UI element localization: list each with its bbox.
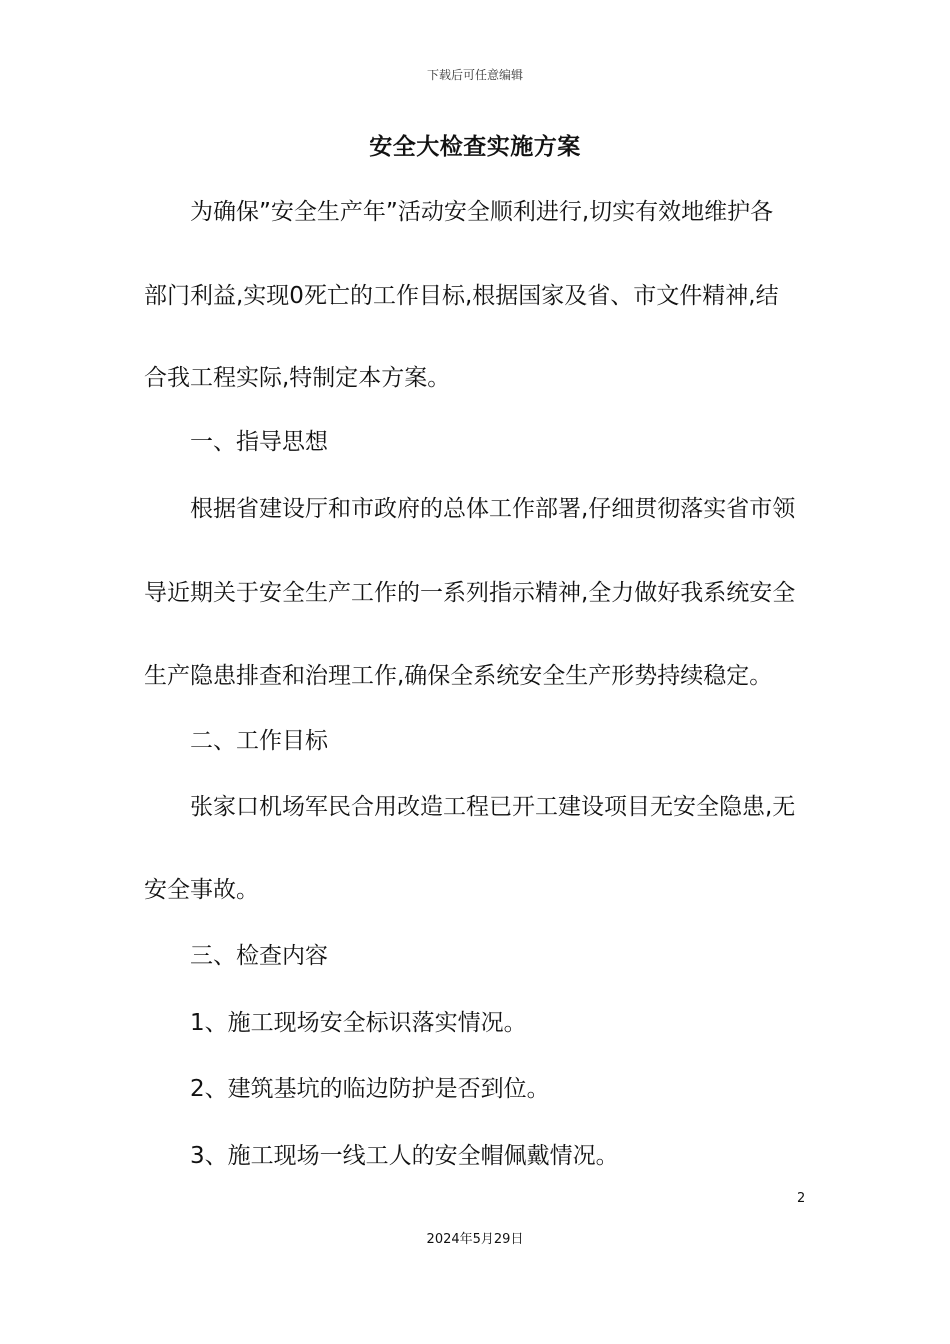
paragraph-line: 部门利益,实现0死亡的工作目标,根据国家及省、市文件精神,结 bbox=[144, 283, 779, 309]
footer-date: 2024年5月29日 bbox=[426, 1232, 524, 1247]
page-number: 2 bbox=[797, 1191, 806, 1206]
page-header: 下载后可任意编辑 bbox=[426, 68, 523, 82]
paragraph-line: 根据省建设厅和市政府的总体工作部署,仔细贯彻落实省市领 bbox=[190, 496, 796, 522]
document-title: 安全大检查实施方案 bbox=[369, 134, 581, 160]
list-item: 1、施工现场安全标识落实情况。 bbox=[190, 1010, 527, 1036]
paragraph-line: 安全事故。 bbox=[144, 877, 259, 903]
paragraph-line: 为确保”安全生产年”活动安全顺利进行,切实有效地维护各 bbox=[190, 199, 774, 225]
paragraph-line: 张家口机场军民合用改造工程已开工建设项目无安全隐患,无 bbox=[190, 794, 796, 820]
paragraph-line: 合我工程实际,特制定本方案。 bbox=[144, 365, 451, 391]
section-heading: 二、工作目标 bbox=[190, 728, 328, 754]
paragraph-line: 导近期关于安全生产工作的一系列指示精神,全力做好我系统安全 bbox=[144, 580, 796, 606]
paragraph-line: 生产隐患排查和治理工作,确保全系统安全生产形势持续稳定。 bbox=[144, 663, 773, 689]
section-heading: 三、检查内容 bbox=[190, 943, 328, 969]
list-item: 2、建筑基坑的临边防护是否到位。 bbox=[190, 1076, 550, 1102]
list-item: 3、施工现场一线工人的安全帽佩戴情况。 bbox=[190, 1143, 619, 1169]
section-heading: 一、指导思想 bbox=[190, 429, 328, 455]
